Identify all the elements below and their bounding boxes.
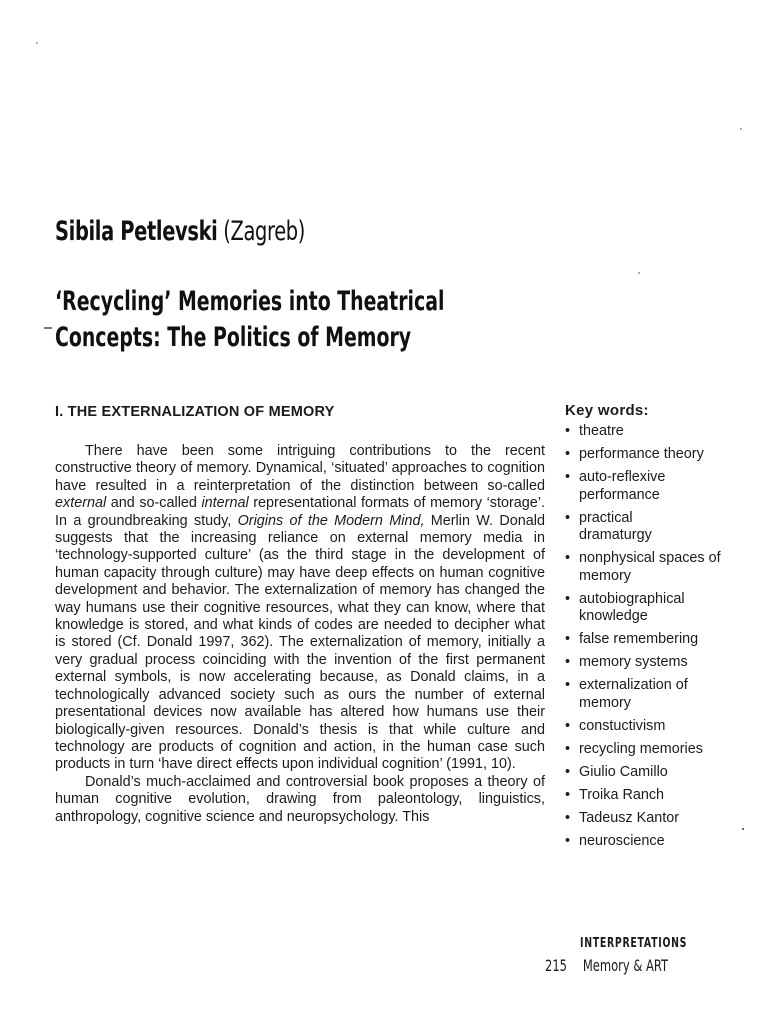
footer-line — [545, 956, 668, 975]
keywords-box — [565, 402, 745, 856]
keywords-title: Key words: — [565, 402, 649, 419]
book-title: Origins of the Modern Mind, — [237, 512, 425, 529]
scan-speck — [36, 42, 38, 44]
keyword-item: • Tadeusz Kantor — [565, 810, 745, 828]
keyword-item: • recycling memories — [565, 741, 745, 759]
keyword-item: • nonphysical spaces of memory — [565, 550, 744, 585]
article-title — [55, 284, 444, 356]
keyword-item: • theatre — [565, 423, 745, 441]
text-run: Merlin W. Donald suggests that the increasing reliance on external memory media in ‘technology-supported culture’ (as the third stage in the development of human capacity through culture) may have deep effects on human cognitive development and behavior. The externalization of memory has changed the way humans use their cognitive resources, what they can know, where that knowledge is stored, and what kinds of codes are needed to decipher what is stored (Cf. Donald 1997, 362). The externalization of memory, initially a very gradual process coinciding with the invention of the first permanent external symbols, is now accelerating because, as Donald claims, in a technologically advanced society such as ours the number of external presentational devices now available has altered how humans use their biologically-given resources. Donald’s thesis is that while culture and technology are products of cognition and action, in the human case such products in turn ‘have direct effects upon individual cognition’ (1991, 10). — [55, 512, 545, 773]
keyword-item: • performance theory — [565, 446, 745, 464]
keyword-item: • auto-reflexive performance — [565, 469, 689, 504]
body-text — [55, 443, 545, 826]
text-run: representational formats of memory ‘storage’. In a groundbreaking study, — [55, 495, 545, 529]
paragraph — [55, 443, 545, 774]
italic-term: external — [55, 495, 107, 512]
page-number: 215 — [545, 956, 567, 975]
keyword-item: • Giulio Camillo — [565, 764, 745, 782]
text-run: and so-called — [106, 495, 202, 512]
text-run: There have been some intriguing contributions to the recent constructive theory of memory. Dynamical, ‘situated’ approaches to cognition have resulted in a reinterpretation of the distinction between so-called — [55, 443, 545, 494]
keyword-item: • false remembering — [565, 631, 745, 649]
scan-speck — [638, 272, 640, 274]
keyword-item: • practical dramaturgy — [565, 510, 674, 545]
keyword-item: • memory systems — [565, 654, 745, 672]
article-title-line-1: ‘Recycling’ Memories into Theatrical — [55, 286, 445, 317]
article-title-line-2: Concepts: The Politics of Memory — [55, 322, 412, 353]
section-heading: I. THE EXTERNALIZATION OF MEMORY — [55, 404, 335, 420]
keyword-item: • neuroscience — [565, 833, 745, 851]
margin-dash-mark — [44, 327, 52, 329]
scan-speck — [740, 128, 742, 130]
paragraph: Donald’s much-acclaimed and controversial book proposes a theory of human cognitive evolution, drawing from paleontology, linguistics, anthropology, cognitive science and neuropsychology. This — [55, 773, 545, 825]
keywords-list — [565, 423, 745, 850]
author-line — [55, 216, 305, 247]
author-city: (Zagreb) — [223, 216, 306, 247]
italic-term: internal — [201, 495, 249, 512]
keyword-item: • autobiographical knowledge — [565, 591, 745, 626]
author-name: Sibila Petlevski — [55, 216, 218, 247]
scan-speck — [742, 828, 744, 830]
keyword-item: • constuctivism — [565, 718, 745, 736]
issue-title: Memory & ART — [582, 956, 669, 975]
journal-name: INTERPRETATIONS — [580, 936, 688, 951]
keyword-item: • externalization of memory — [565, 677, 719, 712]
keyword-item: • Troika Ranch — [565, 787, 745, 805]
